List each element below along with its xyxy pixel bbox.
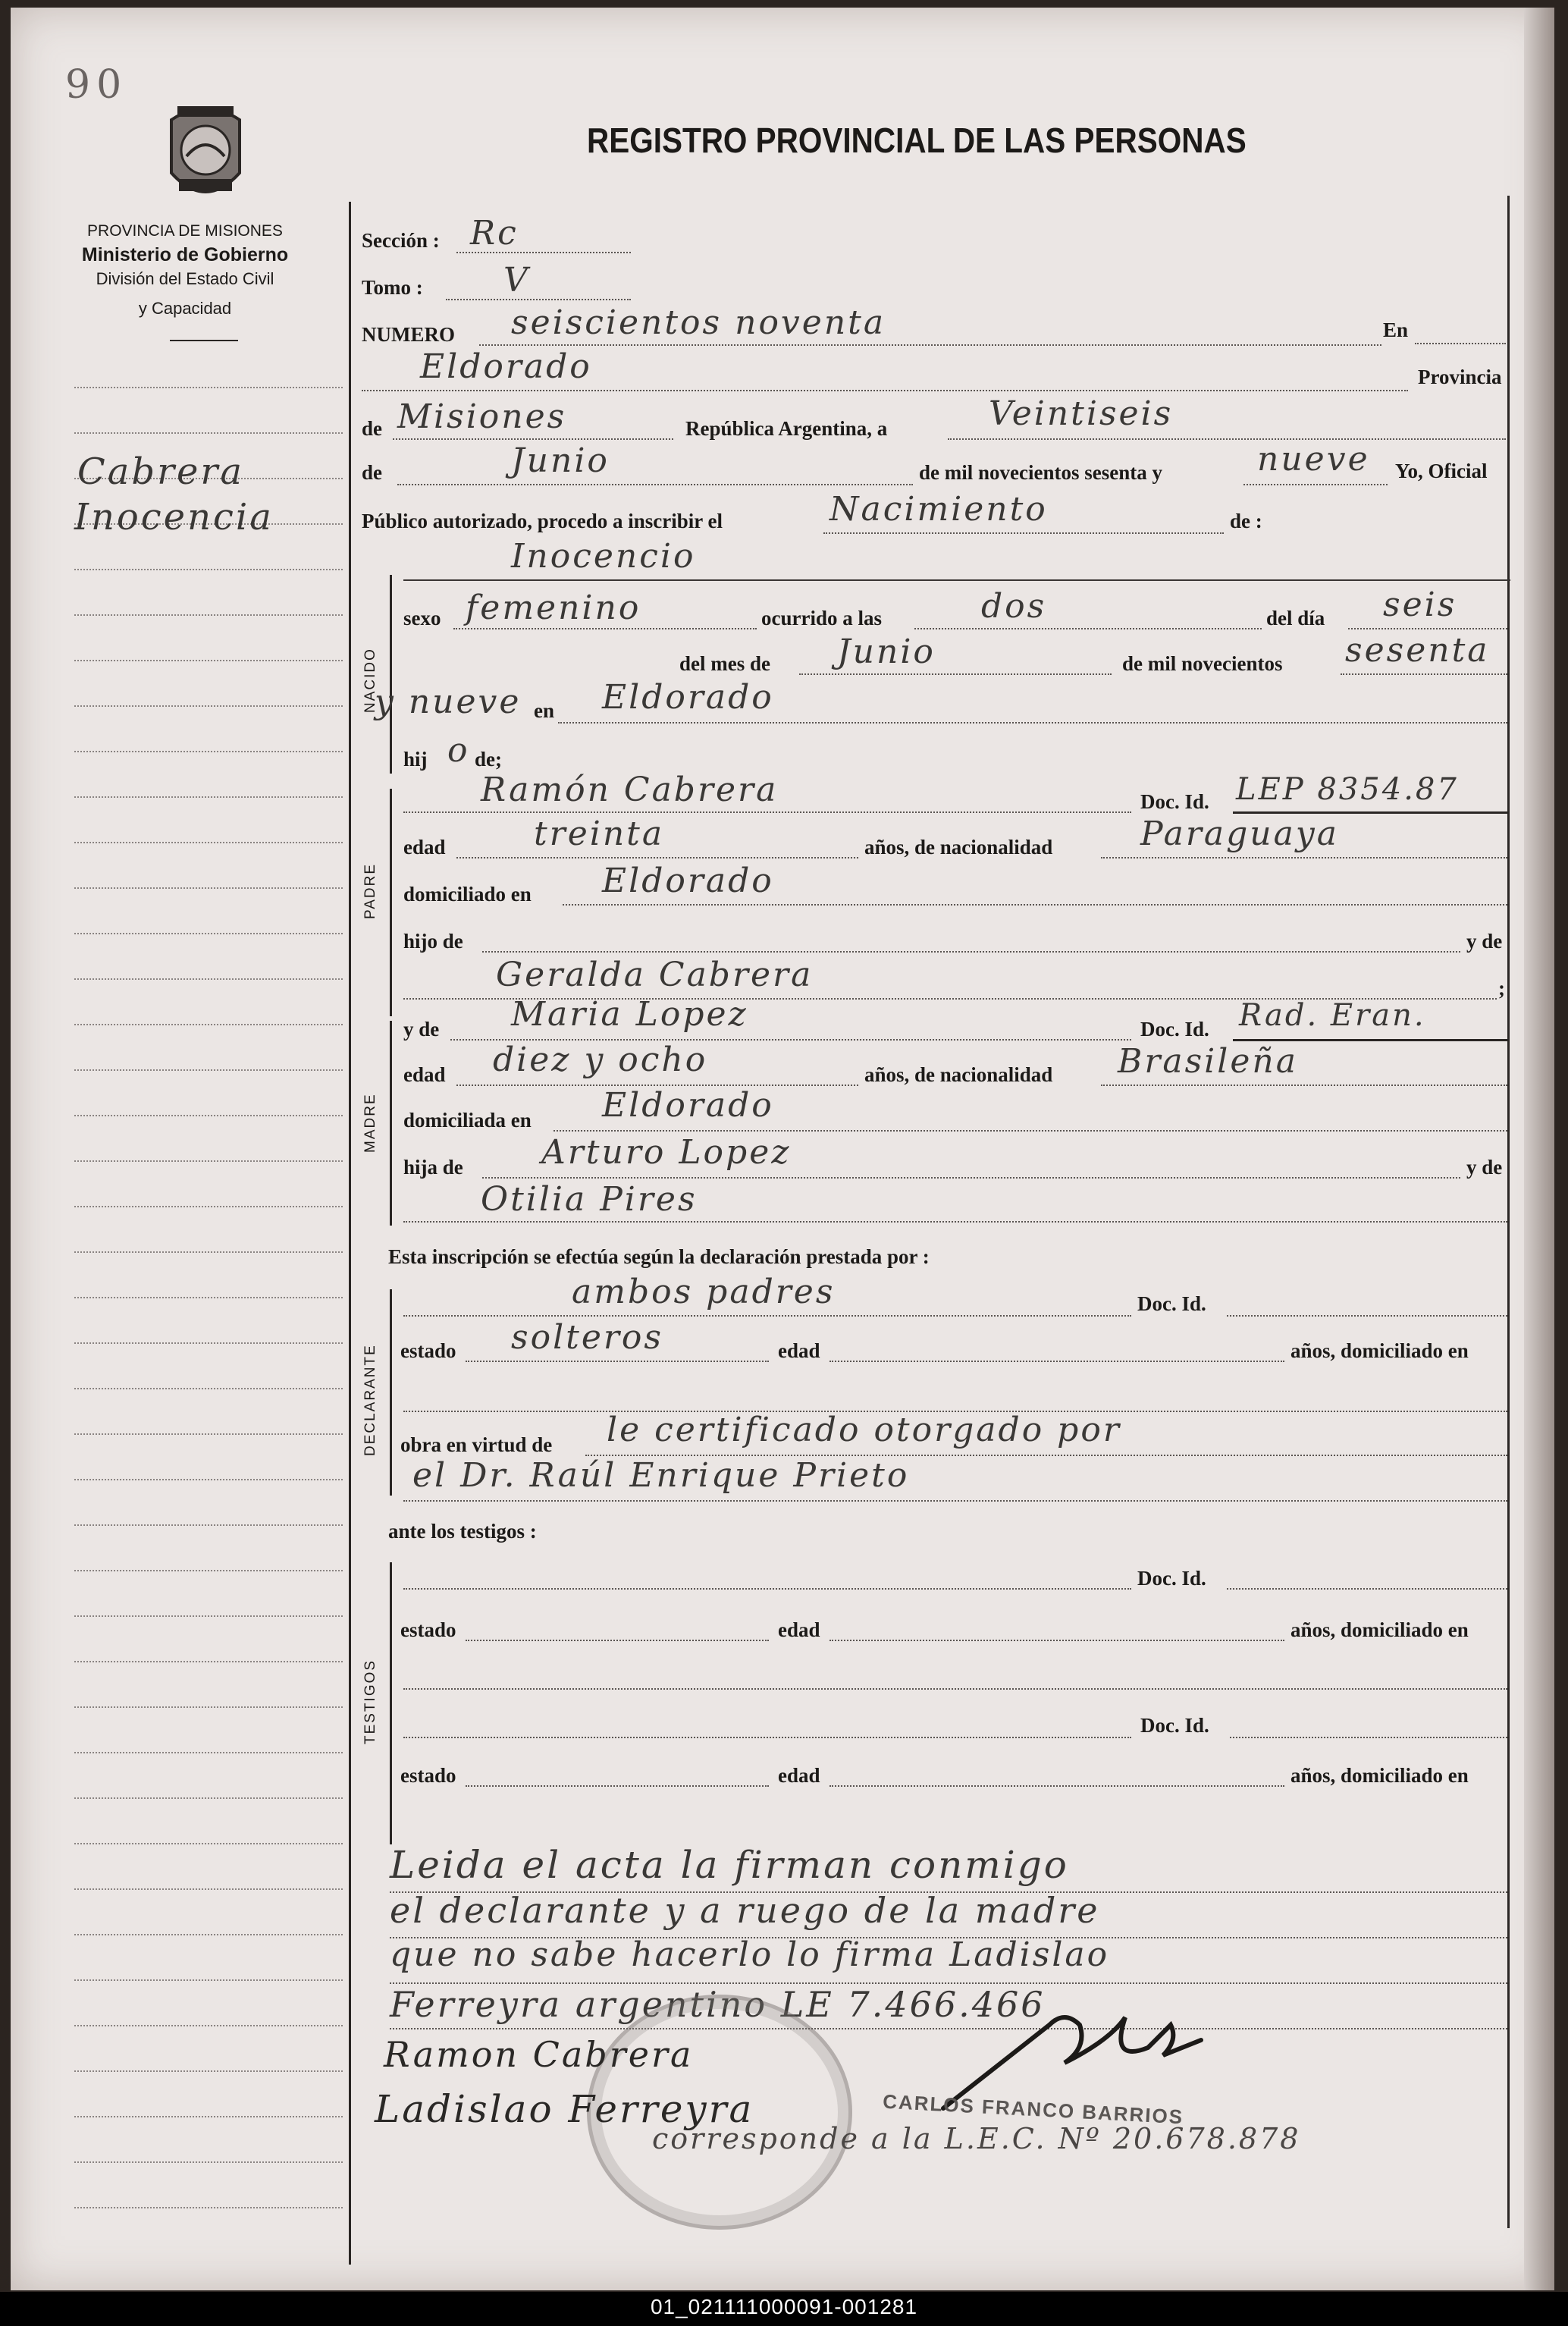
declarante-edad-label: edad: [778, 1339, 820, 1362]
org-capacity: y Capacidad: [138, 299, 232, 318]
margin-rule-line: [74, 1843, 343, 1844]
margin-rule-line: [74, 2207, 343, 2208]
declarante-obra-value: le certificado otorgado por: [607, 1411, 1121, 1449]
demil-line: [1341, 673, 1507, 675]
margin-rule-line: [74, 1342, 343, 1344]
margin-rule-line: [74, 387, 343, 388]
numero-value: seiscientos noventa: [511, 303, 886, 342]
provincial-seal-icon: [156, 97, 255, 211]
padre-padres-value: Geralda Cabrera: [496, 956, 814, 994]
de3-label: de :: [1230, 510, 1262, 532]
footer-image-id: 01_021111000091-001281: [650, 2295, 918, 2318]
margin-rule-line: [74, 1388, 343, 1389]
tomo-value: V: [503, 261, 530, 300]
margin-rule-line: [74, 1752, 343, 1753]
madre-dom-value: Eldorado: [602, 1086, 774, 1125]
demil-label: de mil novecientos: [1122, 652, 1283, 675]
tomo-line: [446, 299, 631, 300]
margin-rule-line: [74, 614, 343, 616]
margin-surname: Cabrera: [77, 450, 244, 493]
testigo2-doc-label: Doc. Id.: [1140, 1714, 1209, 1737]
declarante-section-label: DECLARANTE: [362, 1344, 378, 1456]
declarante-edad-line: [829, 1361, 1284, 1362]
margin-rule-line: [74, 1797, 343, 1799]
margin-rule-line: [74, 751, 343, 752]
madre-yde2-label: y de: [1466, 1156, 1503, 1179]
declarante-doc-line: [1227, 1315, 1507, 1317]
sexo-value: femenino: [466, 589, 641, 627]
madre-name-value: Maria Lopez: [511, 995, 748, 1034]
testigo1-doc-line: [1227, 1588, 1507, 1590]
madre-nac-value: Brasileña: [1118, 1042, 1298, 1081]
declarante-name-value: ambos padres: [572, 1273, 836, 1311]
testigo2-anos-label: años, domiciliado en: [1290, 1764, 1469, 1787]
madre-padre-value: Arturo Lopez: [541, 1133, 792, 1172]
numero-line: [479, 344, 1381, 346]
margin-rule-line: [74, 432, 343, 434]
testigo1-doc-label: Doc. Id.: [1137, 1567, 1206, 1590]
testigo2-edad-label: edad: [778, 1764, 820, 1787]
nacido-name-value: Inocencio: [511, 537, 696, 576]
margin-rule-line: [74, 569, 343, 570]
margin-rule-line: [74, 1979, 343, 1981]
testigo1-edad-label: edad: [778, 1618, 820, 1641]
madre-nac-line: [1101, 1085, 1507, 1086]
hora-line: [914, 628, 1262, 629]
testigo1-estado-line: [466, 1640, 769, 1641]
padre-nac-line: [1101, 857, 1507, 859]
testigos-section-label: TESTIGOS: [362, 1659, 378, 1744]
declarante-name-line: [403, 1315, 1131, 1317]
margin-rule-line: [74, 887, 343, 889]
margin-rule-line: [74, 842, 343, 843]
demil-value: sesenta: [1345, 631, 1490, 670]
nacido-name-line: [403, 579, 1510, 581]
seccion-label: Sección :: [362, 229, 440, 252]
declarante-obra2-value: el Dr. Raúl Enrique Prieto: [412, 1456, 910, 1495]
padre-dom-value: Eldorado: [602, 862, 774, 900]
margin-given-name: Inocencia: [74, 496, 274, 538]
madre-dom-line: [554, 1130, 1507, 1132]
sexo-label: sexo: [403, 607, 441, 629]
provincia-value: Misiones: [397, 397, 567, 436]
madre-dom-label: domiciliada en: [403, 1109, 532, 1132]
delmes-value: Junio: [837, 633, 936, 671]
margin-rule-line: [74, 796, 343, 798]
dia-line: [948, 438, 1506, 440]
en-label: En: [1383, 319, 1409, 341]
delmes-line: [799, 673, 1112, 675]
nacido-en-label: en: [534, 699, 554, 722]
deldia-value: seis: [1383, 585, 1457, 624]
numero-label: NUMERO: [362, 323, 455, 346]
margin-rule-line: [74, 1706, 343, 1708]
republica-label: República Argentina, a: [685, 417, 888, 440]
declarante-estado-label: estado: [400, 1339, 456, 1362]
provincia-line: [393, 438, 673, 440]
testigos-bracket: [390, 1562, 392, 1844]
page-title: REGISTRO PROVINCIAL DE LAS PERSONAS: [587, 121, 1247, 160]
madre-hijade-label: hija de: [403, 1156, 463, 1179]
margin-rule-line: [74, 1160, 343, 1162]
testigos-ante-label: ante los testigos :: [388, 1520, 537, 1543]
madre-doc-label: Doc. Id.: [1140, 1018, 1209, 1041]
firma-declarante: Ramon Cabrera: [384, 2034, 694, 2075]
margin-rule-line: [74, 1024, 343, 1025]
madre-madre-line: [403, 1221, 1507, 1223]
hora-value: dos: [981, 587, 1047, 626]
sexo-line: [453, 628, 757, 629]
padre-semicolon: ;: [1498, 977, 1505, 1000]
declarante-estado-value: solteros: [511, 1318, 663, 1357]
madre-hijade-line: [482, 1177, 1460, 1179]
margin-rule-line: [74, 2161, 343, 2163]
testigo1-name-line: [403, 1588, 1131, 1590]
madre-madre-value: Otilia Pires: [481, 1180, 698, 1219]
publico-label: Público autorizado, procedo a inscribir el: [362, 510, 723, 532]
de2-label: de: [362, 461, 382, 484]
madre-doc-line: [1233, 1039, 1507, 1041]
declarante-anos-label: años, domiciliado en: [1290, 1339, 1469, 1362]
padre-doc-value: LEP 8354.87: [1236, 772, 1459, 807]
de-label: de: [362, 417, 382, 440]
nacido-section-label: NACIDO: [362, 648, 378, 713]
margin-rule-line: [74, 933, 343, 934]
padre-doc-label: Doc. Id.: [1140, 790, 1209, 813]
cierre-line-2: el declarante y a ruego de la madre: [390, 1890, 1100, 1931]
madre-yde-label: y de: [403, 1018, 440, 1041]
madre-doc-value: Rad. Eran.: [1239, 998, 1426, 1033]
acto-line: [823, 532, 1224, 534]
cierre-line-1: Leida el acta la firman conmigo: [390, 1843, 1069, 1887]
mes-value: Junio: [511, 441, 610, 480]
hij-value: o: [447, 731, 470, 770]
firma-testigo: Ladislao Ferreyra: [375, 2087, 754, 2131]
officer-stamp-name: CARLOS FRANCO BARRIOS: [882, 2089, 1184, 2129]
testigo2-doc-line: [1230, 1737, 1507, 1738]
anio-line: [1243, 484, 1388, 485]
register-page: [11, 8, 1554, 2290]
org-division: División del Estado Civil: [96, 269, 274, 288]
margin-rule-line: [74, 1524, 343, 1526]
en-line: [1415, 343, 1506, 344]
padre-name-value: Ramón Cabrera: [481, 771, 779, 809]
padre-nac-value: Paraguaya: [1140, 815, 1339, 853]
right-vertical-rule: [1507, 196, 1510, 2228]
margin-rule-line: [74, 1251, 343, 1253]
tomo-label: Tomo :: [362, 276, 423, 299]
deldia-line: [1348, 628, 1507, 629]
provincia-label: Provincia: [1418, 366, 1502, 388]
testigo2-estado-label: estado: [400, 1764, 456, 1787]
declarante-obra2-line: [403, 1500, 1507, 1502]
margin-rule-line: [74, 1661, 343, 1662]
delmes-label: del mes de: [679, 652, 770, 675]
officer-stamp-line: corresponde a la L.E.C. Nº 20.678.878: [652, 2122, 1301, 2155]
margin-rule-line: [74, 660, 343, 661]
nacido-de-label: de;: [475, 748, 502, 771]
page-spine: [1524, 8, 1554, 2290]
declarante-doc-label: Doc. Id.: [1137, 1292, 1206, 1315]
margin-rule-line: [74, 1888, 343, 1890]
ocurrido-label: ocurrido a las: [761, 607, 882, 629]
margin-rule-line: [74, 1479, 343, 1480]
margin-rule-line: [74, 705, 343, 707]
cierre-line-3: que no sabe hacerlo lo firma Ladislao: [390, 1935, 1110, 1974]
anio-label: de mil novecientos sesenta y: [919, 461, 1162, 484]
nacido-bracket: [390, 575, 392, 774]
madre-edad-value: diez y ocho: [493, 1041, 708, 1079]
padre-hijode-label: hijo de: [403, 930, 463, 953]
madre-section-label: MADRE: [362, 1093, 378, 1153]
margin-rule-line: [74, 1570, 343, 1571]
page-number: 90: [65, 62, 128, 108]
cierre-line-4: Ferreyra argentino LE 7.466.466: [390, 1984, 1046, 2025]
margin-rule-line: [74, 2070, 343, 2072]
margin-rule-line: [74, 1206, 343, 1207]
margin-rule-line: [74, 1069, 343, 1071]
lugar-value: Eldorado: [602, 678, 774, 717]
anio-value: nueve: [1257, 440, 1370, 479]
testigo2-name-line: [403, 1737, 1131, 1738]
margin-rule-line: [74, 1934, 343, 1935]
madre-bracket: [390, 1021, 392, 1226]
testigo2-edad-line: [829, 1785, 1284, 1787]
deldia-label: del día: [1266, 607, 1325, 629]
padre-doc-line: [1233, 811, 1507, 814]
padre-edad-line: [456, 857, 858, 859]
padre-edad-label: edad: [403, 836, 446, 859]
org-divider: [170, 340, 238, 341]
margin-rule-line: [74, 1433, 343, 1435]
padre-dom-line: [563, 904, 1507, 906]
padre-dom-label: domiciliado en: [403, 883, 532, 906]
mes-line: [397, 484, 913, 485]
padre-section-label: PADRE: [362, 862, 378, 919]
lugar-line: [558, 722, 1507, 724]
margin-rule-line: [74, 1297, 343, 1298]
padre-name-line: [403, 811, 1131, 813]
declarante-intro-label: Esta inscripción se efectúa según la declaración prestada por :: [388, 1245, 930, 1268]
seccion-value: Rc: [470, 214, 519, 253]
padre-bracket: [390, 789, 392, 1016]
dia-value: Veintiseis: [989, 394, 1174, 433]
anio2-value: y nueve: [375, 683, 522, 721]
declarante-obra-label: obra en virtud de: [400, 1433, 553, 1456]
testigo1-estado-label: estado: [400, 1618, 456, 1641]
madre-edad-label: edad: [403, 1063, 446, 1086]
en-value-line: [362, 390, 1408, 391]
oficial-label: Yo, Oficial: [1395, 460, 1488, 482]
en-value: Eldorado: [420, 347, 592, 386]
madre-nac-label: años, de nacionalidad: [864, 1063, 1053, 1086]
testigo2-estado-line: [466, 1785, 769, 1787]
padre-yde-label: y de: [1466, 930, 1503, 953]
padre-edad-value: treinta: [534, 815, 665, 853]
declarante-bracket: [390, 1289, 392, 1496]
padre-nac-label: años, de nacionalidad: [864, 836, 1053, 859]
org-ministry: Ministerio de Gobierno: [81, 244, 289, 265]
declarante-estado-line: [466, 1361, 769, 1362]
testigo1-anos-label: años, domiciliado en: [1290, 1618, 1469, 1641]
padre-hijode-line: [482, 951, 1460, 953]
margin-rule-line: [74, 978, 343, 980]
testigo1-dom-line: [403, 1688, 1507, 1690]
main-vertical-rule: [349, 202, 351, 2265]
hij-label: hij: [403, 748, 428, 771]
org-province: PROVINCIA DE MISIONES: [87, 222, 283, 240]
acto-value: Nacimiento: [829, 490, 1048, 529]
testigo1-edad-line: [829, 1640, 1284, 1641]
margin-rule-line: [74, 1615, 343, 1617]
margin-rule-line: [74, 2025, 343, 2026]
margin-rule-line: [74, 1115, 343, 1116]
margin-rule-line: [74, 2116, 343, 2117]
